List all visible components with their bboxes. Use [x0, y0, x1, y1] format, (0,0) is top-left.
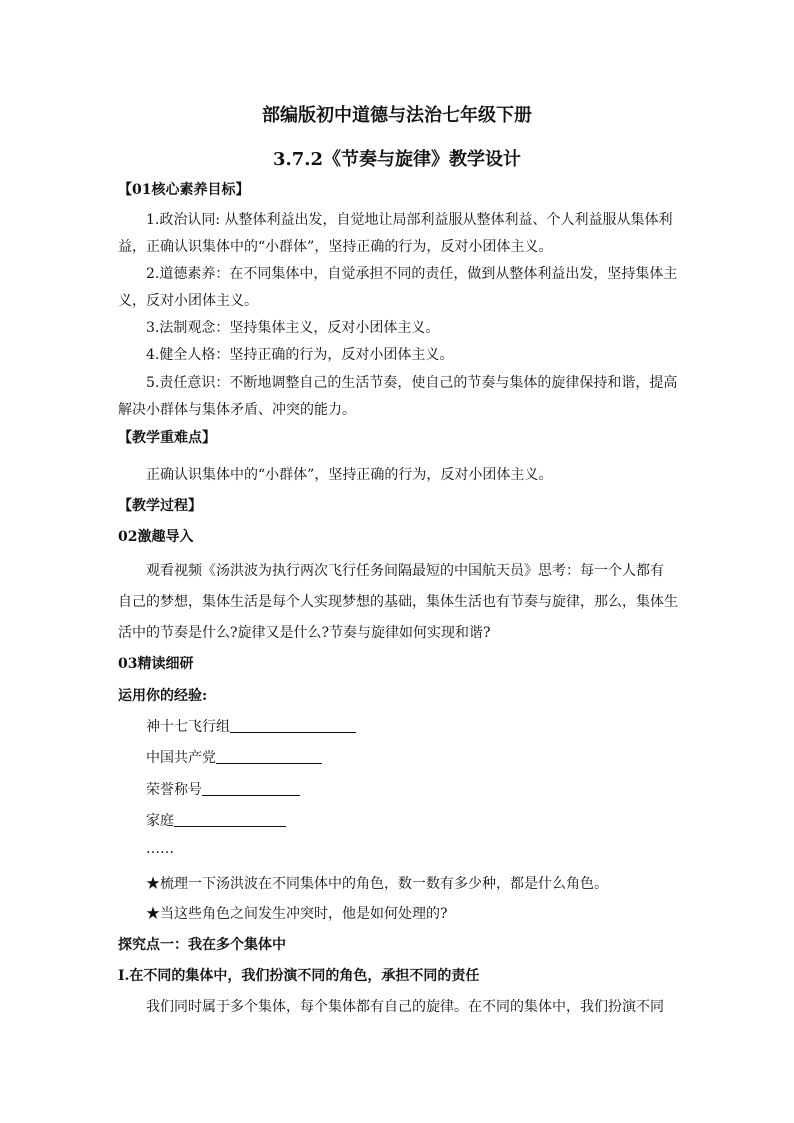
point-1-heading: Ⅰ.在不同的集体中，我们扮演不同的角色，承担不同的责任	[118, 968, 480, 984]
goal-4: 4.健全人格：坚持正确的行为，反对小团体主义。	[146, 347, 454, 363]
explore-point-heading: 探究点一：我在多个集体中	[118, 937, 286, 953]
subheading-intro: 02激趣导入	[118, 529, 194, 545]
experience-item-label: 神十七飞行组	[146, 719, 230, 735]
point-1-text: 我们同时属于多个集体，每个集体都有自己的旋律。在不同的集体中，我们扮演不同	[146, 999, 664, 1015]
experience-heading: 运用你的经验:	[118, 688, 208, 704]
experience-item-2	[146, 748, 322, 768]
experience-item-4	[146, 811, 286, 831]
question-1: ★梳理一下汤洪波在不同集体中的角色，数一数有多少种，都是什么角色。	[146, 876, 608, 892]
experience-item-1	[146, 717, 356, 737]
goal-5-line-1: 5.责任意识：不断地调整自己的生活节奏，使自己的节奏与集体的旋律保持和谐，提高	[146, 375, 678, 391]
intro-line-3: 活中的节奏是什么?旋律又是什么?节奏与旋律如何实现和谐?	[118, 625, 491, 641]
section-heading-goals: 【01核心素养目标】	[118, 182, 250, 198]
subheading-study: 03精读细研	[118, 656, 194, 672]
section-heading-process: 【教学过程】	[118, 498, 202, 514]
goal-2-line-1: 2.道德素养：在不同集体中，自觉承担不同的责任，做到从整体利益出发，坚持集体主	[146, 266, 678, 282]
answer-blank[interactable]	[174, 812, 286, 827]
goal-3: 3.法制观念：坚持集体主义，反对小团体主义。	[146, 320, 440, 336]
experience-item-3	[146, 780, 300, 800]
key-point-text: 正确认识集体中的“小群体”，坚持正确的行为，反对小团体主义。	[146, 467, 553, 483]
answer-blank[interactable]	[216, 749, 322, 764]
document-title: 部编版初中道德与法治七年级下册	[262, 105, 532, 126]
experience-item-label: 荣誉称号	[146, 782, 202, 798]
answer-blank[interactable]	[202, 781, 300, 796]
answer-blank[interactable]	[230, 718, 356, 733]
intro-line-2: 自己的梦想，集体生活是每个人实现梦想的基础，集体生活也有节奏与旋律，那么，集体生	[118, 594, 678, 610]
document-subtitle: 3.7.2《节奏与旋律》教学设计	[272, 149, 522, 170]
experience-item-label: 家庭	[146, 813, 174, 829]
goal-5-line-2: 解决小群体与集体矛盾、冲突的能力。	[118, 402, 356, 418]
section-heading-key-points: 【教学重难点】	[118, 430, 216, 446]
experience-item-label: 中国共产党	[146, 750, 216, 766]
goal-1-line-2: 益，正确认识集体中的“小群体”，坚持正确的行为，反对小团体主义。	[118, 239, 553, 255]
goal-2-line-2: 义，反对小团体主义。	[118, 293, 258, 309]
goal-1-line-1: 1.政治认同: 从整体利益出发，自觉地让局部利益服从整体利益、个人利益服从集体利	[146, 212, 673, 228]
question-2: ★当这些角色之间发生冲突时，他是如何处理的?	[146, 906, 448, 922]
intro-line-1: 观看视频《汤洪波为执行两次飞行任务间隔最短的中国航天员》思考：每一个人都有	[146, 563, 664, 579]
ellipsis: ……	[146, 841, 174, 857]
